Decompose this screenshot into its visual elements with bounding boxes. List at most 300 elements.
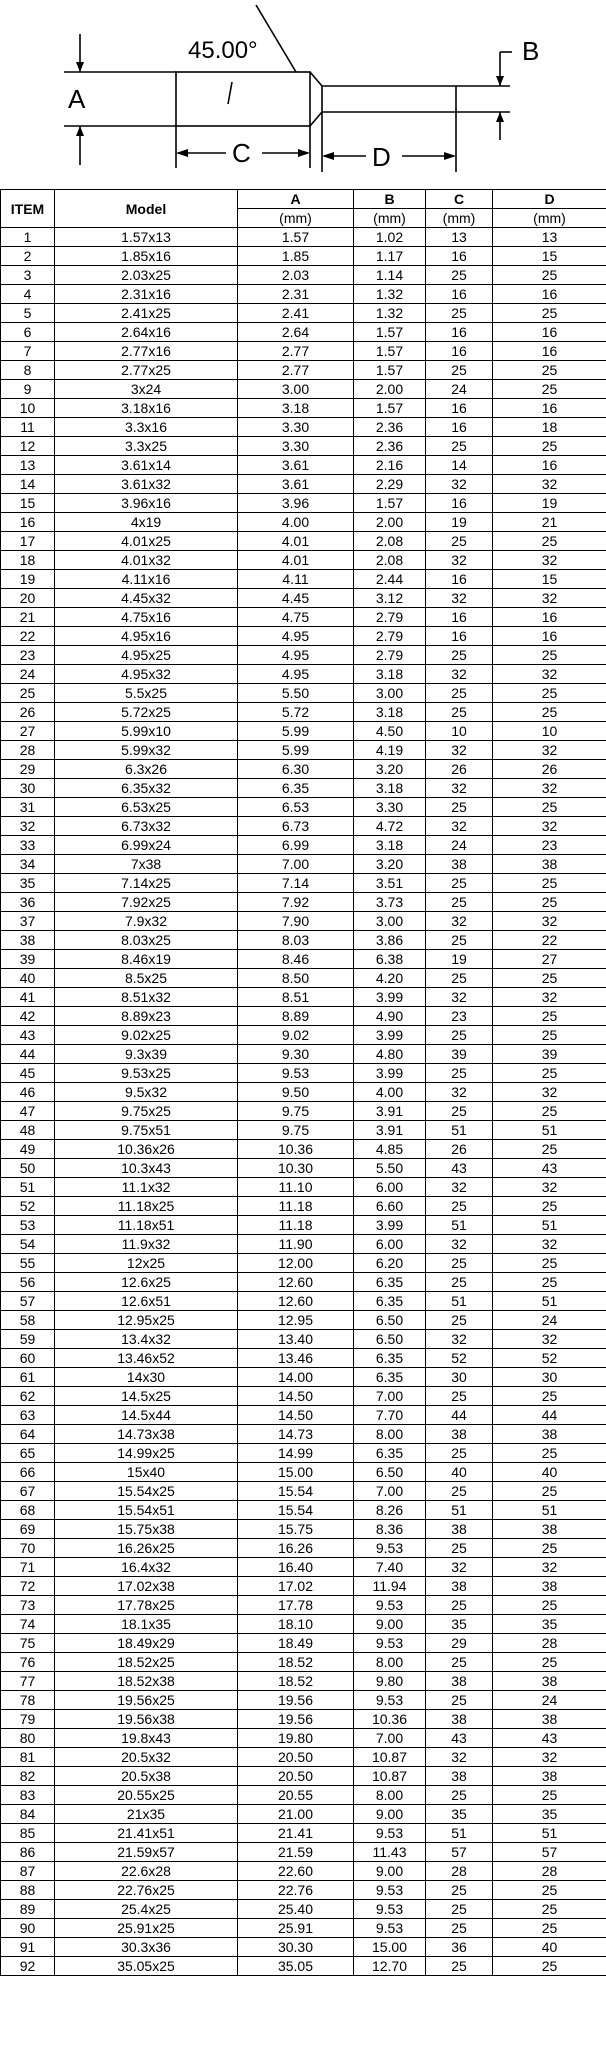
cell-item: 70 <box>1 1539 55 1558</box>
cell-a: 4.45 <box>238 589 354 608</box>
cell-a: 9.30 <box>238 1045 354 1064</box>
table-row <box>1 1064 606 1083</box>
cell-c: 38 <box>426 1425 493 1444</box>
cell-d: 25 <box>493 646 606 665</box>
table-row <box>1 988 606 1007</box>
table-row <box>1 570 606 589</box>
cell-b: 6.00 <box>354 1178 426 1197</box>
cell-c: 32 <box>426 589 493 608</box>
cell-a: 3.18 <box>238 399 354 418</box>
cell-item: 4 <box>1 285 55 304</box>
cell-c: 26 <box>426 1140 493 1159</box>
table-row <box>1 1330 606 1349</box>
table-row <box>1 1843 606 1862</box>
cell-model: 6.53x25 <box>55 798 238 817</box>
cell-a: 7.92 <box>238 893 354 912</box>
cell-model: 9.75x25 <box>55 1102 238 1121</box>
cell-model: 16.26x25 <box>55 1539 238 1558</box>
cell-item: 55 <box>1 1254 55 1273</box>
unit-b: (mm) <box>354 209 426 228</box>
table-row <box>1 1140 606 1159</box>
cell-model: 30.3x36 <box>55 1938 238 1957</box>
cell-a: 2.31 <box>238 285 354 304</box>
cell-model: 20.5x32 <box>55 1748 238 1767</box>
table-row <box>1 399 606 418</box>
table-header-row <box>1 190 606 209</box>
cell-item: 12 <box>1 437 55 456</box>
cell-d: 24 <box>493 1311 606 1330</box>
cell-item: 43 <box>1 1026 55 1045</box>
table-body <box>1 228 606 1976</box>
cell-d: 32 <box>493 665 606 684</box>
cell-b: 10.87 <box>354 1767 426 1786</box>
cell-item: 87 <box>1 1862 55 1881</box>
cell-c: 38 <box>426 1767 493 1786</box>
cell-b: 3.99 <box>354 988 426 1007</box>
cell-a: 21.00 <box>238 1805 354 1824</box>
cell-model: 2.03x25 <box>55 266 238 285</box>
cell-d: 16 <box>493 399 606 418</box>
header-d: D <box>493 190 606 209</box>
cell-d: 25 <box>493 874 606 893</box>
cell-c: 16 <box>426 285 493 304</box>
cell-a: 6.30 <box>238 760 354 779</box>
cell-model: 4.95x32 <box>55 665 238 684</box>
cell-b: 4.00 <box>354 1083 426 1102</box>
cell-model: 4.95x25 <box>55 646 238 665</box>
dimension-label-d: D <box>372 142 391 172</box>
cell-a: 5.99 <box>238 741 354 760</box>
cell-a: 19.56 <box>238 1691 354 1710</box>
cell-b: 5.50 <box>354 1159 426 1178</box>
cell-item: 45 <box>1 1064 55 1083</box>
cell-c: 25 <box>426 361 493 380</box>
cell-model: 3.3x25 <box>55 437 238 456</box>
cell-c: 16 <box>426 342 493 361</box>
cell-item: 23 <box>1 646 55 665</box>
cell-d: 25 <box>493 1140 606 1159</box>
cell-c: 16 <box>426 627 493 646</box>
cell-c: 25 <box>426 437 493 456</box>
cell-a: 18.52 <box>238 1672 354 1691</box>
table-row <box>1 1729 606 1748</box>
cell-d: 32 <box>493 1558 606 1577</box>
cell-a: 12.00 <box>238 1254 354 1273</box>
cell-item: 59 <box>1 1330 55 1349</box>
cell-model: 7.92x25 <box>55 893 238 912</box>
cell-b: 3.30 <box>354 798 426 817</box>
cell-c: 19 <box>426 950 493 969</box>
table-row <box>1 1292 606 1311</box>
table-row <box>1 741 606 760</box>
cell-a: 11.18 <box>238 1216 354 1235</box>
cell-b: 1.17 <box>354 247 426 266</box>
angle-label: 45.00° <box>188 37 258 64</box>
cell-b: 6.35 <box>354 1368 426 1387</box>
cell-a: 3.61 <box>238 475 354 494</box>
cell-model: 6.3x26 <box>55 760 238 779</box>
angle-leader <box>228 82 232 104</box>
header-c: C <box>426 190 493 209</box>
cell-item: 36 <box>1 893 55 912</box>
cell-c: 25 <box>426 1026 493 1045</box>
cell-item: 3 <box>1 266 55 285</box>
cell-a: 4.95 <box>238 646 354 665</box>
cell-b: 2.36 <box>354 418 426 437</box>
cell-model: 9.75x51 <box>55 1121 238 1140</box>
cell-model: 4.95x16 <box>55 627 238 646</box>
cell-model: 7.14x25 <box>55 874 238 893</box>
table-row <box>1 1634 606 1653</box>
cell-item: 56 <box>1 1273 55 1292</box>
table-row <box>1 1311 606 1330</box>
cell-c: 25 <box>426 532 493 551</box>
table-row <box>1 323 606 342</box>
cell-model: 3x24 <box>55 380 238 399</box>
cell-d: 32 <box>493 475 606 494</box>
table-row <box>1 1368 606 1387</box>
cell-a: 4.01 <box>238 532 354 551</box>
cell-d: 16 <box>493 342 606 361</box>
cell-a: 20.50 <box>238 1748 354 1767</box>
cell-model: 5.99x32 <box>55 741 238 760</box>
cell-item: 79 <box>1 1710 55 1729</box>
cell-d: 32 <box>493 817 606 836</box>
table-row <box>1 1007 606 1026</box>
cell-a: 25.91 <box>238 1919 354 1938</box>
cell-model: 5.72x25 <box>55 703 238 722</box>
cell-c: 25 <box>426 1254 493 1273</box>
cell-a: 17.78 <box>238 1596 354 1615</box>
cell-item: 39 <box>1 950 55 969</box>
cell-d: 16 <box>493 627 606 646</box>
cell-d: 38 <box>493 1520 606 1539</box>
cell-a: 9.75 <box>238 1121 354 1140</box>
cell-item: 62 <box>1 1387 55 1406</box>
cell-d: 23 <box>493 836 606 855</box>
cell-b: 1.57 <box>354 342 426 361</box>
cell-d: 22 <box>493 931 606 950</box>
table-row <box>1 589 606 608</box>
cell-a: 7.00 <box>238 855 354 874</box>
cell-model: 13.4x32 <box>55 1330 238 1349</box>
cell-d: 32 <box>493 988 606 1007</box>
table-row <box>1 1463 606 1482</box>
cell-a: 8.51 <box>238 988 354 1007</box>
cell-model: 1.57x13 <box>55 228 238 247</box>
cell-d: 18 <box>493 418 606 437</box>
cell-d: 25 <box>493 1254 606 1273</box>
cell-c: 44 <box>426 1406 493 1425</box>
cell-b: 3.18 <box>354 703 426 722</box>
dimension-label-a: A <box>68 84 86 114</box>
cell-d: 25 <box>493 798 606 817</box>
cell-model: 20.55x25 <box>55 1786 238 1805</box>
cell-item: 61 <box>1 1368 55 1387</box>
cell-d: 51 <box>493 1121 606 1140</box>
cell-b: 3.18 <box>354 836 426 855</box>
table-row <box>1 418 606 437</box>
cell-model: 4.11x16 <box>55 570 238 589</box>
cell-a: 2.41 <box>238 304 354 323</box>
cell-item: 74 <box>1 1615 55 1634</box>
dimension-label-c: C <box>232 138 251 168</box>
cell-a: 14.00 <box>238 1368 354 1387</box>
cell-d: 32 <box>493 1748 606 1767</box>
cell-c: 23 <box>426 1007 493 1026</box>
cell-b: 1.57 <box>354 399 426 418</box>
cell-b: 6.50 <box>354 1330 426 1349</box>
cell-a: 1.57 <box>238 228 354 247</box>
cell-b: 9.53 <box>354 1691 426 1710</box>
cell-model: 13.46x52 <box>55 1349 238 1368</box>
cell-a: 20.55 <box>238 1786 354 1805</box>
cell-item: 32 <box>1 817 55 836</box>
cell-item: 5 <box>1 304 55 323</box>
cell-b: 3.12 <box>354 589 426 608</box>
cell-b: 4.50 <box>354 722 426 741</box>
cell-d: 27 <box>493 950 606 969</box>
cell-item: 24 <box>1 665 55 684</box>
cell-d: 25 <box>493 437 606 456</box>
table-row <box>1 817 606 836</box>
table-row <box>1 798 606 817</box>
table-row <box>1 1938 606 1957</box>
cell-b: 3.20 <box>354 760 426 779</box>
cell-d: 52 <box>493 1349 606 1368</box>
table-row <box>1 532 606 551</box>
cell-b: 7.70 <box>354 1406 426 1425</box>
cell-b: 9.53 <box>354 1881 426 1900</box>
cell-b: 3.18 <box>354 665 426 684</box>
cell-item: 65 <box>1 1444 55 1463</box>
cell-a: 8.03 <box>238 931 354 950</box>
table-row <box>1 969 606 988</box>
header-item: ITEM <box>1 190 55 228</box>
cell-model: 3.61x14 <box>55 456 238 475</box>
cell-d: 25 <box>493 1482 606 1501</box>
table-row <box>1 665 606 684</box>
cell-a: 15.75 <box>238 1520 354 1539</box>
cell-d: 25 <box>493 969 606 988</box>
cell-c: 38 <box>426 1710 493 1729</box>
cell-item: 17 <box>1 532 55 551</box>
table-row <box>1 475 606 494</box>
cell-a: 9.50 <box>238 1083 354 1102</box>
cell-c: 32 <box>426 1558 493 1577</box>
table-row <box>1 1444 606 1463</box>
cell-item: 33 <box>1 836 55 855</box>
table-row <box>1 646 606 665</box>
cell-c: 19 <box>426 513 493 532</box>
cell-d: 15 <box>493 247 606 266</box>
cell-item: 72 <box>1 1577 55 1596</box>
table-row <box>1 513 606 532</box>
cell-b: 6.38 <box>354 950 426 969</box>
table-row <box>1 1862 606 1881</box>
cell-model: 6.73x32 <box>55 817 238 836</box>
table-row <box>1 1805 606 1824</box>
cell-item: 67 <box>1 1482 55 1501</box>
cell-b: 9.53 <box>354 1539 426 1558</box>
table-row <box>1 1824 606 1843</box>
cell-c: 28 <box>426 1862 493 1881</box>
cell-b: 6.60 <box>354 1197 426 1216</box>
cell-b: 1.32 <box>354 285 426 304</box>
cell-c: 25 <box>426 1539 493 1558</box>
cell-d: 38 <box>493 855 606 874</box>
cell-model: 15x40 <box>55 1463 238 1482</box>
table-row <box>1 1425 606 1444</box>
cell-d: 25 <box>493 1957 606 1976</box>
cell-model: 19.56x38 <box>55 1710 238 1729</box>
cell-item: 50 <box>1 1159 55 1178</box>
cell-model: 15.54x25 <box>55 1482 238 1501</box>
cell-b: 7.00 <box>354 1387 426 1406</box>
cell-item: 51 <box>1 1178 55 1197</box>
cell-b: 3.99 <box>354 1064 426 1083</box>
cell-item: 53 <box>1 1216 55 1235</box>
cell-b: 15.00 <box>354 1938 426 1957</box>
cell-model: 12.6x25 <box>55 1273 238 1292</box>
table-row <box>1 304 606 323</box>
cell-b: 9.80 <box>354 1672 426 1691</box>
cell-d: 16 <box>493 456 606 475</box>
cell-d: 25 <box>493 1197 606 1216</box>
cell-b: 8.00 <box>354 1786 426 1805</box>
cell-a: 20.50 <box>238 1767 354 1786</box>
cell-d: 10 <box>493 722 606 741</box>
cell-a: 14.73 <box>238 1425 354 1444</box>
cell-model: 17.78x25 <box>55 1596 238 1615</box>
cell-item: 88 <box>1 1881 55 1900</box>
cell-model: 8.89x23 <box>55 1007 238 1026</box>
cell-model: 14.5x25 <box>55 1387 238 1406</box>
cell-model: 8.03x25 <box>55 931 238 950</box>
cell-c: 32 <box>426 551 493 570</box>
cell-a: 2.77 <box>238 361 354 380</box>
table-row <box>1 684 606 703</box>
cell-a: 11.10 <box>238 1178 354 1197</box>
cell-a: 8.46 <box>238 950 354 969</box>
cell-item: 63 <box>1 1406 55 1425</box>
cell-d: 25 <box>493 1539 606 1558</box>
cell-model: 4.45x32 <box>55 589 238 608</box>
table-row <box>1 1406 606 1425</box>
table-row <box>1 1691 606 1710</box>
cell-a: 3.61 <box>238 456 354 475</box>
cell-model: 2.41x25 <box>55 304 238 323</box>
cell-a: 14.50 <box>238 1406 354 1425</box>
cell-d: 24 <box>493 1691 606 1710</box>
cell-a: 6.99 <box>238 836 354 855</box>
cell-d: 25 <box>493 1026 606 1045</box>
cell-item: 14 <box>1 475 55 494</box>
cell-model: 1.85x16 <box>55 247 238 266</box>
cell-a: 2.77 <box>238 342 354 361</box>
cell-item: 64 <box>1 1425 55 1444</box>
cell-a: 2.64 <box>238 323 354 342</box>
cell-d: 25 <box>493 1387 606 1406</box>
cell-model: 10.3x43 <box>55 1159 238 1178</box>
pin-shank <box>322 86 456 112</box>
cell-a: 6.53 <box>238 798 354 817</box>
cell-d: 35 <box>493 1805 606 1824</box>
cell-c: 25 <box>426 1197 493 1216</box>
cell-item: 42 <box>1 1007 55 1026</box>
cell-model: 19.56x25 <box>55 1691 238 1710</box>
cell-b: 11.94 <box>354 1577 426 1596</box>
cell-c: 32 <box>426 988 493 1007</box>
cell-a: 16.40 <box>238 1558 354 1577</box>
cell-c: 25 <box>426 1273 493 1292</box>
cell-a: 12.95 <box>238 1311 354 1330</box>
cell-a: 9.53 <box>238 1064 354 1083</box>
table-row <box>1 494 606 513</box>
cell-d: 32 <box>493 551 606 570</box>
cell-model: 18.52x25 <box>55 1653 238 1672</box>
cell-a: 22.60 <box>238 1862 354 1881</box>
cell-item: 16 <box>1 513 55 532</box>
cell-d: 25 <box>493 1596 606 1615</box>
cell-b: 6.35 <box>354 1273 426 1292</box>
cell-model: 12x25 <box>55 1254 238 1273</box>
cell-c: 38 <box>426 1520 493 1539</box>
cell-a: 30.30 <box>238 1938 354 1957</box>
table-row <box>1 1596 606 1615</box>
cell-c: 13 <box>426 228 493 247</box>
cell-b: 9.00 <box>354 1805 426 1824</box>
table-row <box>1 1577 606 1596</box>
cell-d: 21 <box>493 513 606 532</box>
table-row <box>1 931 606 950</box>
cell-d: 16 <box>493 285 606 304</box>
cell-c: 16 <box>426 247 493 266</box>
cell-a: 12.60 <box>238 1273 354 1292</box>
cell-b: 7.00 <box>354 1729 426 1748</box>
cell-c: 32 <box>426 1178 493 1197</box>
cell-b: 4.20 <box>354 969 426 988</box>
cell-item: 47 <box>1 1102 55 1121</box>
cell-c: 24 <box>426 836 493 855</box>
cell-a: 6.73 <box>238 817 354 836</box>
cell-item: 76 <box>1 1653 55 1672</box>
cell-b: 6.35 <box>354 1444 426 1463</box>
pin-taper <box>310 72 322 126</box>
cell-a: 8.50 <box>238 969 354 988</box>
cell-model: 12.6x51 <box>55 1292 238 1311</box>
cell-b: 2.08 <box>354 532 426 551</box>
cell-item: 81 <box>1 1748 55 1767</box>
cell-d: 38 <box>493 1577 606 1596</box>
cell-a: 14.50 <box>238 1387 354 1406</box>
cell-c: 14 <box>426 456 493 475</box>
cell-d: 25 <box>493 1900 606 1919</box>
cell-a: 4.00 <box>238 513 354 532</box>
cell-item: 7 <box>1 342 55 361</box>
cell-model: 35.05x25 <box>55 1957 238 1976</box>
cell-d: 51 <box>493 1501 606 1520</box>
cell-c: 25 <box>426 893 493 912</box>
cell-c: 35 <box>426 1805 493 1824</box>
table-row <box>1 1881 606 1900</box>
cell-item: 69 <box>1 1520 55 1539</box>
cell-a: 2.03 <box>238 266 354 285</box>
cell-d: 32 <box>493 1330 606 1349</box>
cell-a: 18.52 <box>238 1653 354 1672</box>
cell-c: 32 <box>426 817 493 836</box>
cell-item: 11 <box>1 418 55 437</box>
